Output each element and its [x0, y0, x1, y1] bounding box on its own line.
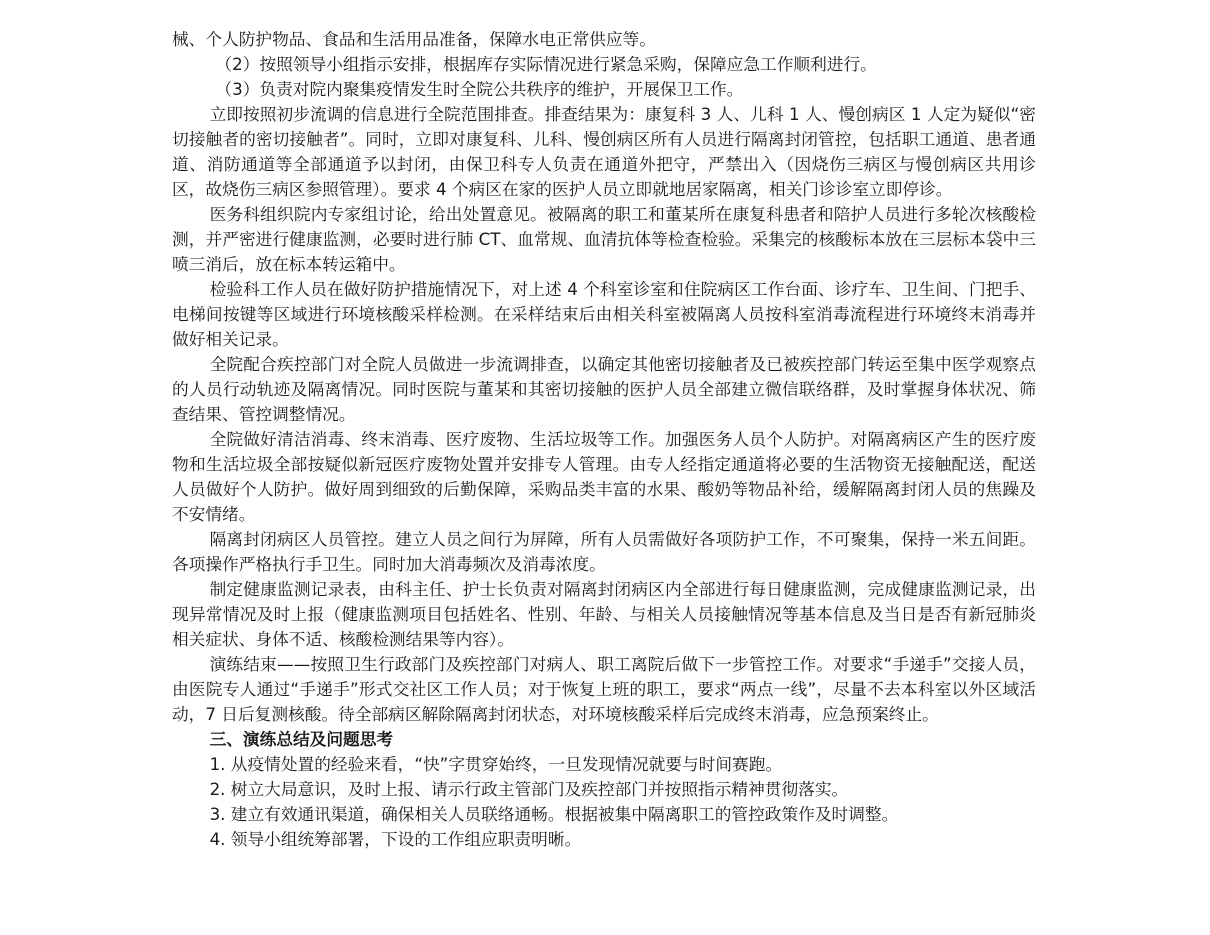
summary-item-1: 1. 从疫情处置的经验来看，“快”字贯穿始终，一旦发现情况就要与时间赛跑。	[209, 754, 783, 774]
paragraph-medical-affairs: 医务科组织院内专家组讨论，给出处置意见。被隔离的职工和董某所在康复科患者和陪护人员进行多轮次核酸检测，并严密进行健康监测，必要时进行肺 CT、血常规、血清抗体等检查检验。采集完的核酸标本放在三层标本袋中三喷三消后，放在标本转运箱中。	[172, 204, 1036, 274]
paragraph-screening: 立即按照初步流调的信息进行全院范围排查。排查结果为：康复科 3 人、儿科 1 人、慢创病区 1 人定为疑似“密切接触者的密切接触者”。同时，立即对康复科、儿科、慢创病区所有人员进行隔离封闭管控，包括职工通道、患者通道、消防通道等全部通道予以封闭，由保卫科专人负责在通道外把守，严禁出入（因烧伤三病区与慢创病区共用诊区，故烧伤三病区参照管理）。要求 4 个病区在家的医护人员立即就地居家隔离，相关门诊诊室立即停诊。	[172, 104, 1036, 199]
summary-item-2: 2. 树立大局意识，及时上报、请示行政主管部门及疾控部门并按照指示精神贯彻落实。	[209, 779, 849, 799]
paragraph-item-2: （2）按照领导小组指示安排，根据库存实际情况进行紧急采购，保障应急工作顺利进行。	[215, 54, 877, 74]
summary-item-3: 3. 建立有效通讯渠道，确保相关人员联络通畅。根据被集中隔离职工的管控政策作及时调整。	[209, 804, 899, 824]
paragraph-drill-end: 演练结束——按照卫生行政部门及疾控部门对病人、职工离院后做下一步管控工作。对要求“手递手”交接人员，由医院专人通过“手递手”形式交社区工作人员；对于恢复上班的职工，要求“两点一线”，尽量不去本科室以外区域活动，7 日后复测核酸。待全部病区解除隔离封闭状态，对环境核酸采样后完成终末消毒，应急预案终止。	[172, 654, 1036, 724]
paragraph-isolation-control: 隔离封闭病区人员管控。建立人员之间行为屏障，所有人员需做好各项防护工作，不可聚集，保持一米五间距。各项操作严格执行手卫生。同时加大消毒频次及消毒浓度。	[172, 529, 1036, 574]
section-heading: 三、演练总结及问题思考	[209, 729, 394, 749]
paragraph-health-monitoring: 制定健康监测记录表，由科主任、护士长负责对隔离封闭病区内全部进行每日健康监测，完成健康监测记录，出现异常情况及时上报（健康监测项目包括姓名、性别、年龄、与相关人员接触情况等基本信息及当日是否有新冠肺炎相关症状、身体不适、核酸检测结果等内容）。	[172, 579, 1036, 649]
paragraph-disinfection: 全院做好清洁消毒、终末消毒、医疗废物、生活垃圾等工作。加强医务人员个人防护。对隔离病区产生的医疗废物和生活垃圾全部按疑似新冠医疗废物处置并安排专人管理。由专人经指定通道将必要的生活物资无接触配送，配送人员做好个人防护。做好周到细致的后勤保障，采购品类丰富的水果、酸奶等物品补给，缓解隔离封闭人员的焦躁及不安情绪。	[172, 429, 1036, 524]
paragraph-tracing: 全院配合疾控部门对全院人员做进一步流调排查，以确定其他密切接触者及已被疾控部门转运至集中医学观察点的人员行动轨迹及隔离情况。同时医院与董某和其密切接触的医护人员全部建立微信联络群，及时掌握身体状况、筛查结果、管控调整情况。	[172, 354, 1036, 424]
document-page	[172, 27, 1036, 852]
paragraph-laboratory: 检验科工作人员在做好防护措施情况下，对上述 4 个科室诊室和住院病区工作台面、诊疗车、卫生间、门把手、电梯间按键等区域进行环境核酸采样检测。在采样结束后由相关科室被隔离人员按科室消毒流程进行环境终末消毒并做好相关记录。	[172, 279, 1036, 349]
paragraph-continuation: 械、个人防护物品、食品和生活用品准备，保障水电正常供应等。	[172, 29, 656, 49]
summary-item-4: 4. 领导小组统筹部署，下设的工作组应职责明晰。	[209, 829, 582, 849]
paragraph-item-3: （3）负责对院内聚集疫情发生时全院公共秩序的维护，开展保卫工作。	[215, 79, 744, 99]
